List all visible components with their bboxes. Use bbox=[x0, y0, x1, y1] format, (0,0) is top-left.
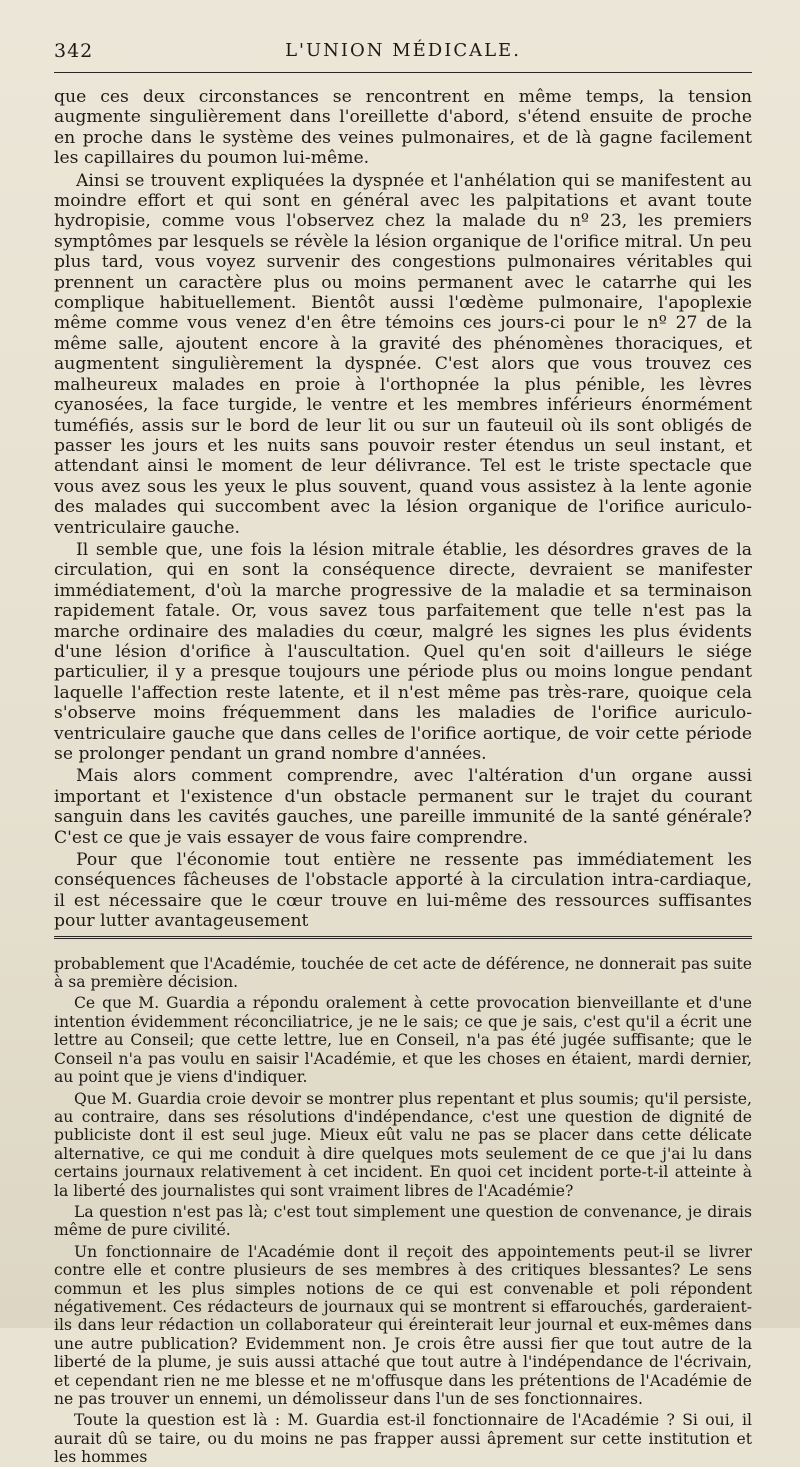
article-paragraph: Pour que l'économie tout entière ne ressente pas immédiatement les conséquences fâcheuses de l'obstacle apporté à la circulation intra-cardiaque, il est nécessaire que le cœur trouve en lui-même des ressources suffisantes pour lutter avantageusement bbox=[54, 850, 752, 932]
feuilleton-paragraph: La question n'est pas là; c'est tout simplement une question de convenance, je dirais même de pure civilité. bbox=[54, 1202, 752, 1240]
article-paragraph: Ainsi se trouvent expliquées la dyspnée et l'anhélation qui se manifestent au moindre effort et qui sont en général avec les palpitations et avant toute hydropisie, comme vous l'observez chez la malade du nº 23, les premiers symptômes par lesquels se révèle la lésion organique de l'orifice mitral. Un peu plus tard, vous voyez survenir des congestions pulmonaires véritables qui prennent un caractère plus ou moins permanent avec le catarrhe qui les complique habituellement. Bientôt aussi l'œdème pulmonaire, l'apoplexie même comme vous venez d'en être témoins ces jours-ci pour le nº 27 de la même salle, ajoutent encore à la gravité des phénomènes thoraciques, et augmentent singulièrement la dyspnée. C'est alors que vous trouvez ces malheureux malades en proie à l'orthopnée la plus pénible, les lèvres cyanosées, la face turgide, le ventre et les membres inférieurs énormément tuméfiés, assis sur le bord de leur lit ou sur un fauteuil où ils sont obligés de passer les jours et les nuits sans pouvoir rester étendus un seul instant, et attendant ainsi le moment de leur délivrance. Tel est le triste spectacle que vous avez sous les yeux le plus souvent, quand vous assistez à la lente agonie des malades qui succombent avec la lésion organique de l'orifice auriculo-ventriculaire gauche. bbox=[54, 170, 752, 538]
page-header bbox=[54, 40, 752, 70]
feuilleton-paragraph: Ce que M. Guardia a répondu oralement à cette provocation bienveillante et d'une intention évidemment réconciliatrice, je ne le sais; ce que je sais, c'est qu'il a écrit une lettre au Conseil; que cette lettre, lue en Conseil, n'a pas été jugée suffisante; que le Conseil n'a pas voulu en saisir l'Académie, et que les choses en étaient, mardi dernier, au point que je viens d'indiquer. bbox=[54, 994, 752, 1087]
feuilleton-paragraph: Que M. Guardia croie devoir se montrer plus repentant et plus soumis; qu'il persiste, au contraire, dans ses résolutions d'indépendance, c'est une question de dignité de publiciste dont il est seul juge. Mieux eût valu ne pas se placer dans cette délicate alternative, ce qui me conduit à dire quelques mots seulement de ce que j'ai lu dans certains journaux relativement à cet incident. En quoi cet incident porte-t-il atteinte à la liberté des journalistes qui sont vraiment libres de l'Académie? bbox=[54, 1089, 752, 1200]
feuilleton-section bbox=[54, 955, 752, 1467]
feuilleton-paragraph: Toute la question est là : M. Guardia est-il fonctionnaire de l'Académie ? Si oui, il aurait dû se taire, ou du moins ne pas frapper aussi âprement sur cette institution et les hommes bbox=[54, 1411, 752, 1467]
running-title: L'UNION MÉDICALE. bbox=[285, 40, 521, 61]
feuilleton-paragraph: Un fonctionnaire de l'Académie dont il reçoit des appointements peut-il se livrer contre elle et contre plusieurs de ses membres à des critiques blessantes? Le sens commun et les plus simples notions de ce qui est convenable et poli répondent négativement. Ces rédacteurs de journaux qui se montrent si effarouchés, garderaient-ils dans leur rédaction un collaborateur qui éreinterait leur journal et eux-mêmes dans une autre publication? Evidemment non. Je crois être aussi fier que tout autre de la liberté de la plume, je suis aussi attaché que tout autre à l'indépendance de l'écrivain, et cependant rien ne me blesse et ne m'offusque dans les prétentions de l'Académie de ne pas trouver un ennemi, un démolisseur dans l'un de ses fonctionnaires. bbox=[54, 1242, 752, 1408]
section-divider bbox=[54, 936, 752, 939]
article-paragraph: Mais alors comment comprendre, avec l'altération d'un organe aussi important et l'existence d'un obstacle permanent sur le trajet du courant sanguin dans les cavités gauches, une pareille immunité de la santé générale? C'est ce que je vais essayer de vous faire comprendre. bbox=[54, 766, 752, 848]
article-paragraph: Il semble que, une fois la lésion mitrale établie, les désordres graves de la circulation, qui en sont la conséquence directe, devraient se manifester immédiatement, d'où la marche progressive de la maladie et sa terminaison rapidement fatale. Or, vous savez tous parfaitement que telle n'est pas la marche ordinaire des maladies du cœur, malgré les signes les plus évidents d'une lésion d'orifice à l'auscultation. Quel qu'en soit d'ailleurs le siége particulier, il y a presque toujours une période plus ou moins longue pendant laquelle l'affection reste latente, et il n'est même pas très-rare, quoique cela s'observe moins fréquemment dans les maladies de l'orifice auriculo-ventriculaire gauche que dans celles de l'orifice aortique, de voir cette période se prolonger pendant un grand nombre d'années. bbox=[54, 539, 752, 764]
feuilleton-paragraph: probablement que l'Académie, touchée de cet acte de déférence, ne donnerait pas suite à sa première décision. bbox=[54, 954, 752, 992]
page-number: 342 bbox=[54, 40, 94, 62]
main-article bbox=[54, 87, 752, 932]
article-paragraph: que ces deux circonstances se rencontrent en même temps, la tension augmente singulièrement dans l'oreillette d'abord, s'étend ensuite de proche en proche dans le système des veines pulmonaires, et de là gagne facilement les capillaires du poumon lui-même. bbox=[54, 87, 752, 169]
header-rule bbox=[54, 72, 752, 73]
